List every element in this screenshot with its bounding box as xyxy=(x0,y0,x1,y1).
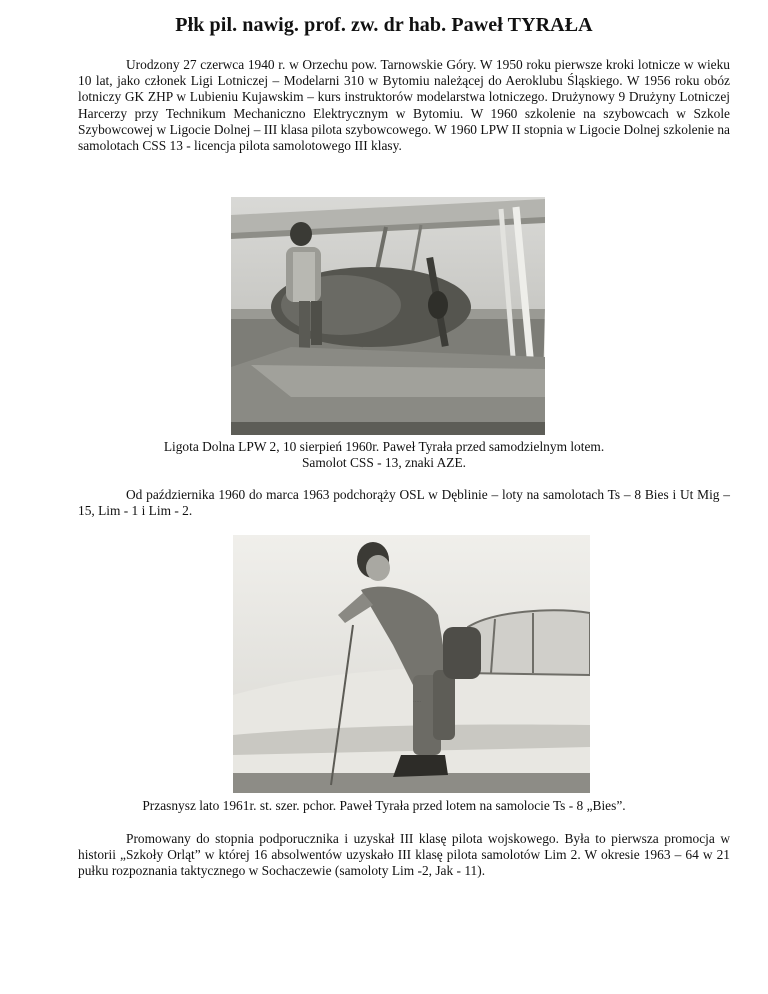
photo-biplane-css13 xyxy=(231,197,545,435)
caption-photo-1 xyxy=(0,439,768,471)
paragraph-osl-deblin: Od października 1960 do marca 1963 podchorąży OSL w Dęblinie – loty na samolotach Ts – 8 Bies i Ut Mig – 15, Lim - 1 i Lim - 2. xyxy=(78,487,730,519)
photo-ts8-bies xyxy=(233,535,590,793)
caption-1-line-2: Samolot CSS - 13, znaki AZE. xyxy=(301,455,467,471)
svg-text:·····: ····· xyxy=(413,699,422,705)
page-title: Płk pil. nawig. prof. zw. dr hab. Paweł TYRAŁA xyxy=(175,14,593,36)
caption-photo-2 xyxy=(0,798,768,814)
caption-2-line-1: Przasnysz lato 1961r. st. szer. pchor. Paweł Tyrała przed lotem na samolocie Ts - 8 „Bies”. xyxy=(142,798,626,813)
paragraph-early-career: Urodzony 27 czerwca 1940 r. w Orzechu pow. Tarnowskie Góry. W 1950 roku pierwsze kroki lotnicze w wieku 10 lat, jako członek Ligi Lotniczej – Modelarni 310 w Bytomiu należącej do Aeroklubu Śląskiego. W 1956 roku obóz lotniczy GK ZHP w Lubieniu Kujawskim – kurs instruktorów modelarstwa lotniczego. Drużynowy 9 Drużyny Lotniczej Harcerzy przy Technikum Mechaniczno Elektrycznym w Bytomiu. W 1960 szkolenie na szybowcach w Szkole Szybowcowej w Ligocie Dolnej – III klasa pilota szybowcowego. W 1960 LPW II stopnia w Ligocie Dolnej szkolenie na samolotach CSS 13 - licencja pilota samolotowego III klasy. xyxy=(78,57,730,154)
paragraph-promotion: Promowany do stopnia podporucznika i uzyskał III klasę pilota wojskowego. Była to pierwsza promocja w historii „Szkoły Orląt” w której 16 absolwentów uzyskało III klasę pilota samolotów Lim 2. W okresie 1963 – 64 w 21 pułku rozpoznania taktycznego w Sochaczewie (samoloty Lim -2, Jak - 11). xyxy=(78,831,730,879)
caption-1-line-1: Ligota Dolna LPW 2, 10 sierpień 1960r. Paweł Tyrała przed samodzielnym lotem. xyxy=(163,439,605,454)
